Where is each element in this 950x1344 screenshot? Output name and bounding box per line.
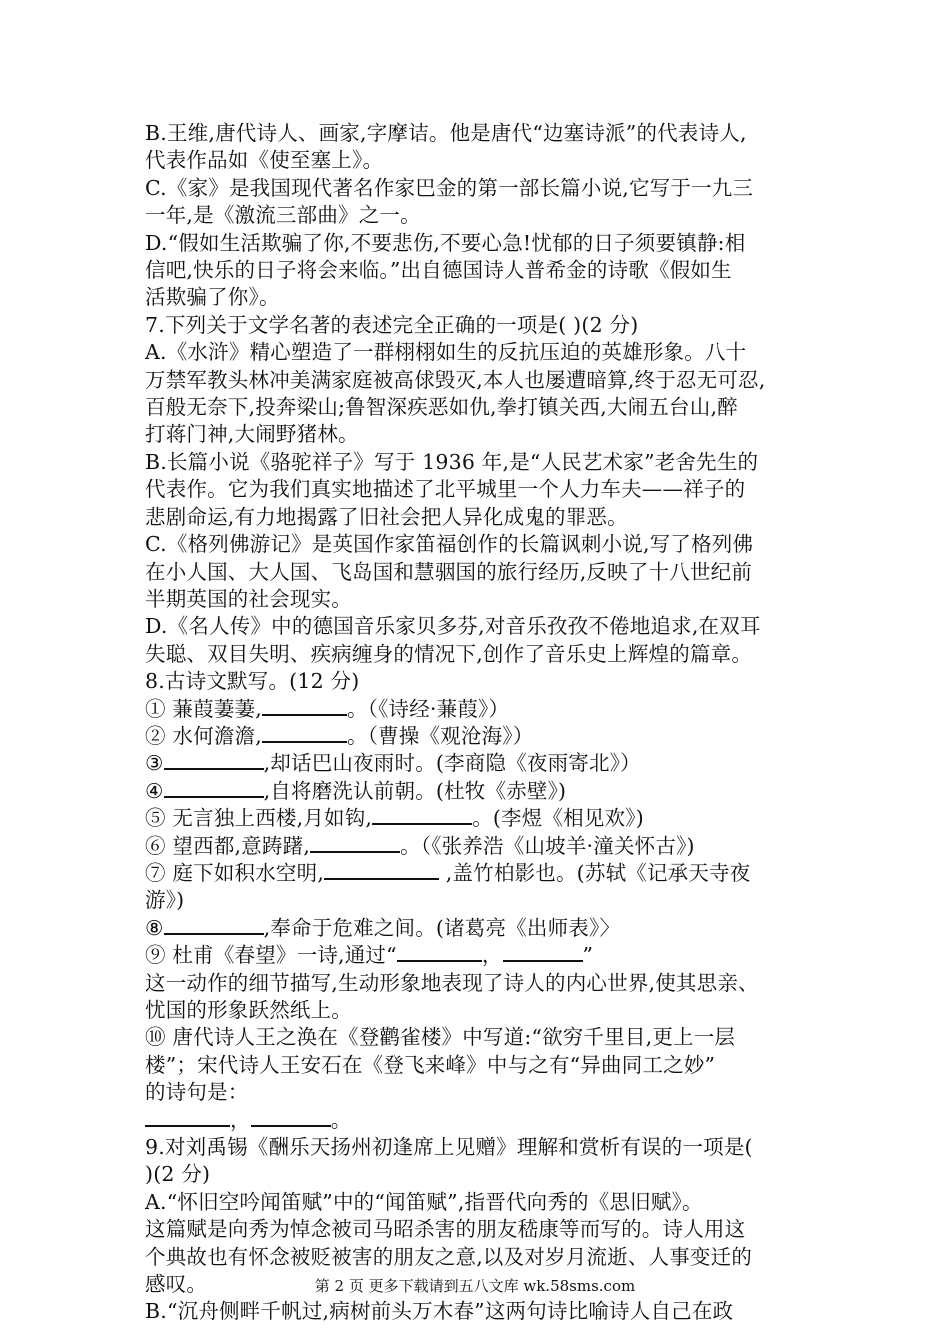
question-8-title: 8.古诗文默写。(12 分): [145, 669, 360, 694]
poem-text: ,却话巴山夜雨时。(李商隐《夜雨寄北》）: [263, 751, 641, 776]
poem-line-1: [145, 696, 825, 723]
text-line: 一年,是《激流三部曲》之一。: [145, 203, 421, 228]
text-line: 打蒋门神,大闹野猪林。: [145, 422, 359, 447]
text-line: 楼”；宋代诗人王安石在《登飞来峰》中与之有“异曲同工之妙”: [145, 1052, 716, 1077]
text-line: 百般无奈下,投奔梁山;鲁智深疾恶如仇,拳打镇关西,大闹五台山,醉: [145, 395, 738, 420]
answer-blank[interactable]: [164, 750, 264, 770]
poem-line-2: [145, 723, 825, 750]
answer-line: [145, 1107, 825, 1134]
answer-blank[interactable]: [164, 778, 264, 798]
poem-text: ① 蒹葭萋萋,: [145, 696, 262, 721]
text-line: 感叹。: [145, 1272, 208, 1297]
poem-line-7: [145, 860, 825, 887]
question-7-title: 7.下列关于文学名著的表述完全正确的一项是( )(2 分): [145, 312, 639, 337]
text-line: D.《名人传》中的德国音乐家贝多芬,对音乐孜孜不倦地追求,在双耳: [145, 614, 761, 639]
answer-blank[interactable]: [262, 723, 347, 743]
text-line: 代表作品如《使至塞上》。: [145, 148, 384, 173]
answer-blank[interactable]: [503, 942, 583, 962]
text-line: 活欺骗了你》。: [145, 285, 280, 310]
text-line: ⑩ 唐代诗人王之涣在《登鹳雀楼》中写道:“欲穷千里目,更上一层: [145, 1025, 736, 1050]
poem-line-9: [145, 942, 825, 969]
text-line: 个典故也有怀念被贬被害的朋友之意,以及对岁月流逝、人事变迁的: [145, 1244, 753, 1269]
text-line: 游》): [145, 888, 185, 913]
poem-text: ,盖竹柏影也。(苏轼《记承天寺夜: [439, 860, 751, 885]
poem-text: ，: [481, 943, 503, 968]
answer-blank[interactable]: [251, 1107, 331, 1127]
poem-text: 。（《诗经·蒹葭》）: [346, 696, 510, 721]
question-9-title: 9.对刘禹锡《酬乐天扬州初逢席上见赠》理解和赏析有误的一项是(: [145, 1135, 753, 1160]
poem-text: ② 水何澹澹,: [145, 723, 262, 748]
poem-line-5: [145, 805, 825, 832]
poem-text: ⑨ 杜甫《春望》一诗,通过“: [145, 943, 397, 968]
text-line: 这一动作的细节描写,生动形象地表现了诗人的内心世界,使其思亲、: [145, 970, 759, 995]
text-line: 在小人国、大人国、飞岛国和慧骃国的旅行经历,反映了十八世纪前: [145, 559, 753, 584]
text-line: C.《家》是我国现代著名作家巴金的第一部长篇小说,它写于一九三: [145, 175, 754, 200]
poem-text: 。（《张养浩《山坡羊·潼关怀古》): [400, 833, 695, 858]
poem-text: ”: [582, 943, 594, 968]
text-line: 悲剧命运,有力地揭露了旧社会把人异化成鬼的罪恶。: [145, 504, 628, 529]
poem-text: ,自将磨洗认前朝。(杜牧《赤壁》): [263, 778, 567, 803]
text-line: B.长篇小说《骆驼祥子》写于 1936 年,是“人民艺术家”老舍先生的: [145, 449, 759, 474]
answer-blank[interactable]: [145, 1107, 230, 1127]
text-line: D.“假如生活欺骗了你,不要悲伤,不要心急!忧郁的日子须要镇静:相: [145, 230, 746, 255]
poem-text: ④: [145, 778, 164, 803]
poem-text: ⑧: [145, 915, 164, 940]
text-line: 半期英国的社会现实。: [145, 586, 352, 611]
text-line: 的诗句是：: [145, 1080, 249, 1105]
answer-blank[interactable]: [310, 833, 400, 853]
answer-blank[interactable]: [397, 942, 482, 962]
answer-blank[interactable]: [372, 805, 472, 825]
answer-blank[interactable]: [324, 860, 439, 880]
text-line: A.“怀旧空吟闻笛赋”中的“闻笛赋”,指晋代向秀的《思旧赋》。: [145, 1189, 703, 1214]
text-line: A.《水浒》精心塑造了一群栩栩如生的反抗压迫的英雄形象。八十: [145, 340, 747, 365]
poem-text: 。(李煜《相见欢》): [472, 806, 644, 831]
poem-text: ⑥ 望西都,意踌躇,: [145, 833, 311, 858]
poem-text: ③: [145, 751, 164, 776]
text-line: )(2 分): [145, 1162, 211, 1187]
poem-text: 。: [330, 1107, 352, 1132]
poem-text: 。（曹操《观沧海》）: [346, 723, 534, 748]
text-line: 失聪、双目失明、疾病缠身的情况下,创作了音乐史上辉煌的篇章。: [145, 641, 753, 666]
text-line: 代表作。它为我们真实地描述了北平城里一个人力车夫——祥子的: [145, 477, 746, 502]
document-body: [145, 120, 825, 1326]
text-line: B.王维,唐代诗人、画家,字摩诘。他是唐代“边塞诗派”的代表诗人,: [145, 121, 747, 145]
answer-blank[interactable]: [164, 915, 264, 935]
poem-text: ⑦ 庭下如积水空明,: [145, 860, 325, 885]
text-line: 万禁军教头林冲美满家庭被高俅毁灭,本人也屡遭暗算,终于忍无可忍,: [145, 367, 766, 392]
poem-text: ，: [230, 1107, 251, 1132]
poem-line-3: [145, 750, 825, 777]
text-line: 信吧,快乐的日子将会来临。”出自德国诗人普希金的诗歌《假如生: [145, 258, 732, 283]
text-line: 这篇赋是向秀为悼念被司马昭杀害的朋友嵇康等而写的。诗人用这: [145, 1217, 746, 1242]
poem-text: ,奉命于危难之间。(诸葛亮《出师表》〉: [263, 915, 621, 940]
page-footer: 第 2 页 更多下载请到五八文库 wk.58sms.com: [314, 1277, 636, 1295]
answer-blank[interactable]: [262, 696, 347, 716]
poem-line-8: [145, 915, 825, 942]
text-line: 忧国的形象跃然纸上。: [145, 998, 352, 1022]
text-line: B.“沉舟侧畔千帆过,病树前头万木春”这两句诗比喻诗人自己在政: [145, 1299, 734, 1324]
poem-line-6: [145, 833, 825, 860]
text-line: C.《格列佛游记》是英国作家笛福创作的长篇讽刺小说,写了格列佛: [145, 532, 754, 557]
poem-line-4: [145, 778, 825, 805]
poem-text: ⑤ 无言独上西楼,月如钩,: [145, 806, 373, 831]
